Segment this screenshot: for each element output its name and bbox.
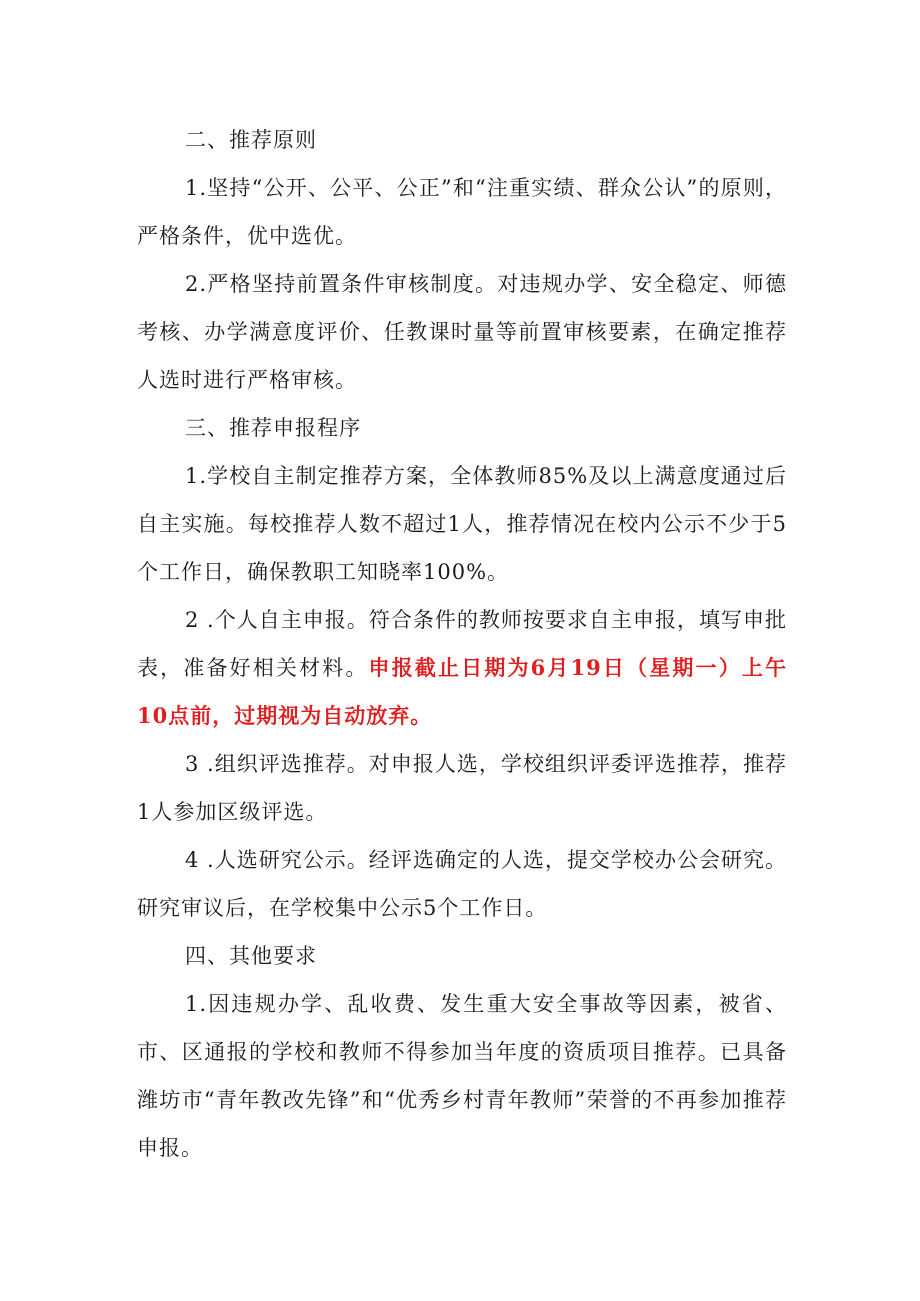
principle-item-2: 2.严格坚持前置条件审核制度。对违规办学、安全稳定、师德考核、办学满意度评价、任教课时量等前置审核要素，在确定推荐人选时进行严格审核。 bbox=[137, 272, 787, 392]
procedure-item-2 bbox=[137, 596, 787, 740]
document-body bbox=[137, 116, 787, 1172]
section-heading-other-requirements: 四、其他要求 bbox=[185, 944, 317, 968]
principle-item-1: 1.坚持“公开、公平、公正”和“注重实绩、群众公认”的原则，严格条件，优中选优。 bbox=[137, 176, 787, 248]
deadline-highlight: 申报截止日期为6月19日（星期一）上午10点前，过期视为自动放弃。 bbox=[137, 655, 787, 728]
section-heading-principles: 二、推荐原则 bbox=[185, 128, 317, 152]
section-heading-procedure: 三、推荐申报程序 bbox=[185, 416, 361, 440]
procedure-item-2-text: 2 .个人自主申报。符合条件的教师按要求自主申报，填写申批表，准备好相关材料。 bbox=[137, 608, 787, 680]
procedure-item-1: 1.学校自主制定推荐方案，全体教师85%及以上满意度通过后自主实施。每校推荐人数不超过1人，推荐情况在校内公示不少于5个工作日，确保教职工知晓率100%。 bbox=[137, 464, 787, 584]
requirement-item-1: 1.因违规办学、乱收费、发生重大安全事故等因素，被省、市、区通报的学校和教师不得参加当年度的资质项目推荐。已具备潍坊市“青年教改先锋”和“优秀乡村青年教师”荣誉的不再参加推荐申报。 bbox=[137, 992, 787, 1160]
procedure-item-3: 3 .组织评选推荐。对申报人选，学校组织评委评选推荐，推荐1人参加区级评选。 bbox=[137, 752, 787, 824]
procedure-item-4: 4 .人选研究公示。经评选确定的人选，提交学校办公会研究。研究审议后，在学校集中公示5个工作日。 bbox=[137, 848, 787, 920]
